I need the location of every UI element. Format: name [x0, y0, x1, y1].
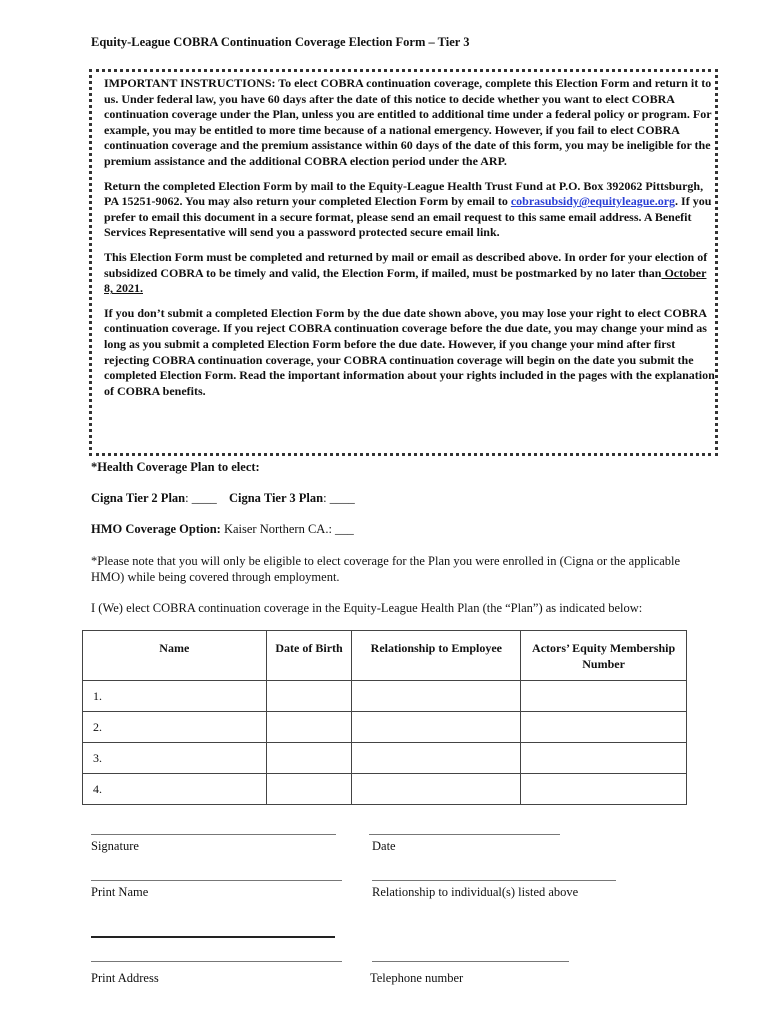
- telephone-line[interactable]: [372, 961, 569, 962]
- header-date-of-birth: Date of Birth: [266, 631, 352, 681]
- row-1-relationship[interactable]: [352, 681, 521, 712]
- row-4-name[interactable]: 4.: [83, 774, 267, 805]
- row-1-dob[interactable]: [266, 681, 352, 712]
- header-relationship: Relationship to Employee: [352, 631, 521, 681]
- print-name-line[interactable]: [91, 880, 342, 881]
- cigna-tier3-field[interactable]: : ____: [323, 491, 355, 505]
- signature-label: Signature: [91, 839, 139, 853]
- email-link[interactable]: cobrasubsidy@equityleague.org: [510, 194, 676, 209]
- telephone-label: Telephone number: [370, 971, 464, 985]
- header-name: Name: [83, 631, 267, 681]
- cigna-options-row: [91, 491, 355, 506]
- row-4-dob[interactable]: [266, 774, 352, 805]
- election-statement: I (We) elect COBRA continuation coverage in the Equity-League Health Plan (the “Plan”) as indicated below:: [91, 601, 643, 615]
- table-header-row: [83, 631, 687, 681]
- cigna-tier2-label: Cigna Tier 2 Plan: [91, 491, 186, 505]
- print-name-label: Print Name: [91, 885, 149, 899]
- instructions-p2-text: Return the completed Election Form by mail to the Equity-League Health Trust Fund at P.O. Box 392062 Pittsburgh, PA 15251-9062. You may also return your completed Election Form by email to: [104, 178, 704, 209]
- instructions-p2-tail: . If you prefer to email this document in a secure format, please send an email request to this same email address. A Benefit Services Representative will send you a password protected secure email link.: [104, 194, 712, 240]
- instructions-paragraph-4: If you don’t submit a completed Election Form by the due date shown above, you may lose your right to elect COBRA continuation coverage. If you reject COBRA continuation coverage before the due date, you may change your mind as long as you submit a completed Election Form before the due date. However, if you change your mind after first rejecting COBRA continuation coverage, your COBRA continuation coverage will begin on the date you submit the completed Election Form. Read the important information about your rights included in the pages with the explanation of COBRA benefits.: [104, 305, 715, 398]
- row-4-membership[interactable]: [521, 774, 687, 805]
- relationship-line[interactable]: [372, 880, 616, 881]
- relationship-label: Relationship to individual(s) listed above: [372, 885, 579, 899]
- hmo-label: HMO Coverage Option:: [91, 522, 221, 536]
- table-row: [83, 681, 687, 712]
- row-2-dob[interactable]: [266, 712, 352, 743]
- date-label: Date: [372, 839, 396, 853]
- table-row: [83, 774, 687, 805]
- instructions-paragraph-3: [104, 250, 715, 297]
- date-line[interactable]: [369, 834, 560, 835]
- print-address-label: Print Address: [91, 971, 159, 985]
- instructions-p3-text: This Election Form must be completed and returned by mail or email as described above. In order for your election of subsidized COBRA to be timely and valid, the Election Form, if mailed, must be postmarked by no later than: [104, 249, 708, 280]
- row-2-relationship[interactable]: [352, 712, 521, 743]
- hmo-option-row: [91, 522, 354, 537]
- cigna-tier3-label: Cigna Tier 3 Plan: [228, 491, 324, 505]
- row-3-name[interactable]: 3.: [83, 743, 267, 774]
- cigna-tier2-field[interactable]: : ____: [185, 491, 217, 505]
- row-2-name[interactable]: 2.: [83, 712, 267, 743]
- row-2-membership[interactable]: [521, 712, 687, 743]
- page-title: Equity-League COBRA Continuation Coverage Election Form – Tier 3: [91, 35, 470, 49]
- row-3-relationship[interactable]: [352, 743, 521, 774]
- signature-line[interactable]: [91, 834, 336, 835]
- table-row: [83, 743, 687, 774]
- row-3-dob[interactable]: [266, 743, 352, 774]
- hmo-field[interactable]: Kaiser Northern CA.: ___: [220, 522, 354, 536]
- table-row: [83, 712, 687, 743]
- row-3-membership[interactable]: [521, 743, 687, 774]
- eligibility-note: *Please note that you will only be eligible to elect coverage for the Plan you were enrolled in (Cigna or the applicable HMO) while being covered through employment.: [91, 554, 681, 584]
- dependents-table: [82, 630, 687, 805]
- health-plan-heading: *Health Coverage Plan to elect:: [91, 460, 260, 474]
- row-1-membership[interactable]: [521, 681, 687, 712]
- instructions-paragraph-1: IMPORTANT INSTRUCTIONS: To elect COBRA continuation coverage, complete this Election Form and return it to us. Under federal law, you have 60 days after the date of this notice to decide whether you want to elect COBRA continuation coverage under the Plan, unless you are entitled to additional time under a federal policy or program. For example, you may be entitled to more time because of a national emergency. However, if you fail to elect COBRA continuation coverage and the premium assistance within 60 days of the date of this form, you may be ineligible for the premium assistance and the additional COBRA election period under the ARP.: [104, 76, 712, 168]
- instructions-paragraph-2: [104, 179, 715, 241]
- instructions-box: [89, 69, 718, 456]
- address-line-1[interactable]: [91, 936, 335, 938]
- due-date: October 8, 2021.: [104, 265, 707, 296]
- row-4-relationship[interactable]: [352, 774, 521, 805]
- address-line-2[interactable]: [91, 961, 342, 962]
- header-membership-number: Actors’ Equity Membership Number: [521, 631, 687, 681]
- row-1-name[interactable]: 1.: [83, 681, 267, 712]
